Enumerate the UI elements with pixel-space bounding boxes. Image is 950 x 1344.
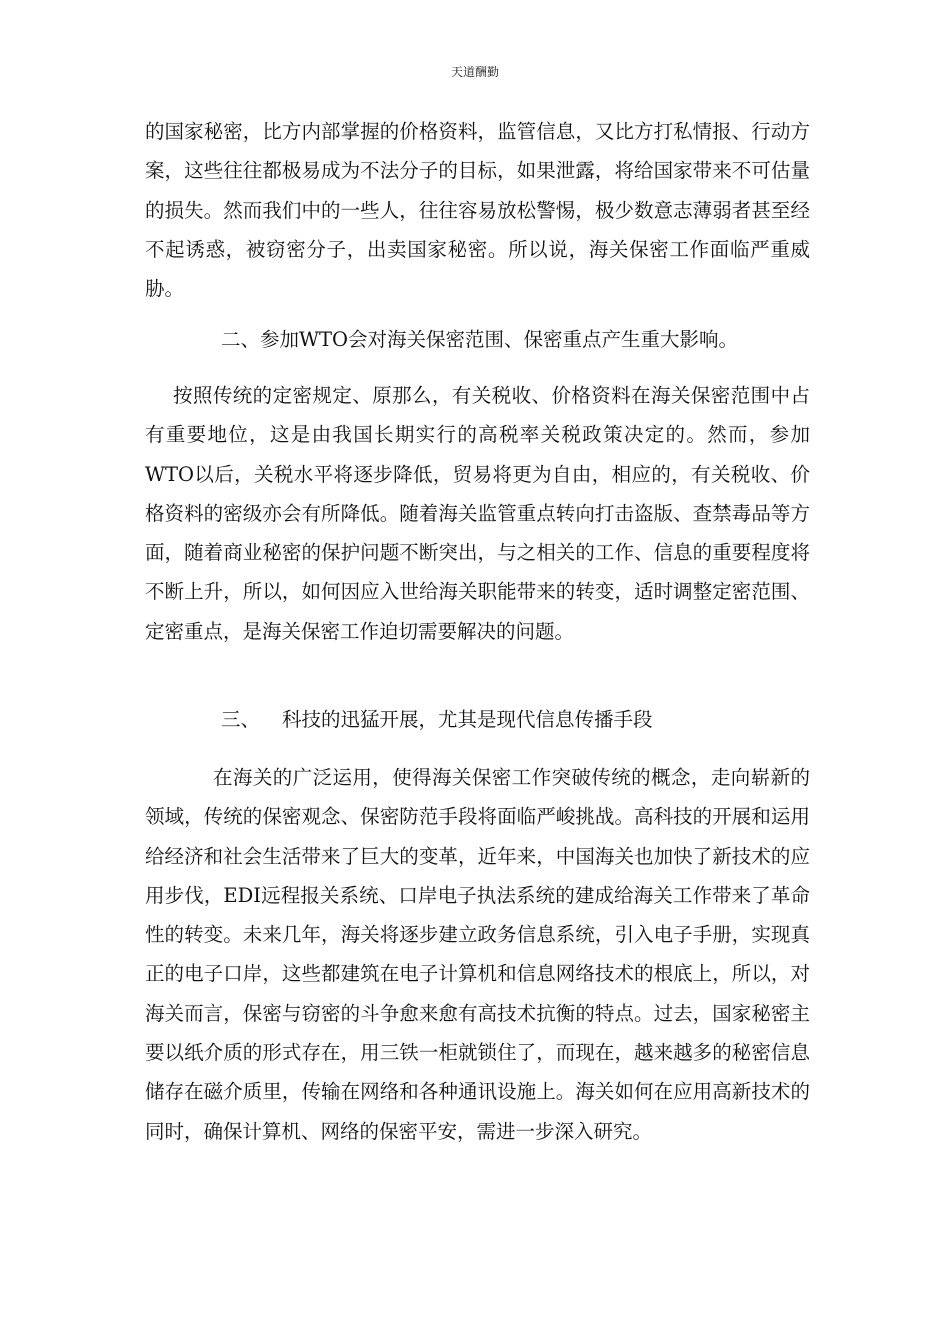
section-heading-3-number: 三、	[221, 708, 261, 731]
paragraph-1: 的国家秘密，比方内部掌握的价格资料，监管信息，又比方打私情报、行动方案，这些往往都极易成为不法分子的目标，如果泄露，将给国家带来不可估量的损失。然而我们中的一些人，往往容易放松警惕，极少数意志薄弱者甚至经不起诱惑，被窃密分子，出卖国家秘密。所以说，海关保密工作面临严重威胁。	[145, 120, 810, 301]
paragraph-3: 在海关的广泛运用，使得海关保密工作突破传统的概念，走向崭新的领域，传统的保密观念、保密防范手段将面临严峻挑战。高科技的开展和运用给经济和社会生活带来了巨大的变革，近年来，中国海关也加快了新技术的应用步伐，EDI远程报关系统、口岸电子执法系统的建成给海关工作带来了革命性的转变。未来几年，海关将逐步建立政务信息系统，引入电子手册，实现真正的电子口岸，这些都建筑在电子计算机和信息网络技术的根底上，所以，对海关而言，保密与窃密的斗争愈来愈有高技术抗衡的特点。过去，国家秘密主要以纸介质的形式存在，用三铁一柜就锁住了，而现在，越来越多的秘密信息储存在磁介质里，传输在网络和各种通讯设施上。海关如何在应用高新技术的同时，确保计算机、网络的保密平安，需进一步深入研究。	[145, 766, 810, 1143]
page-header: 天道酬勤	[450, 65, 499, 79]
paragraph-2: 按照传统的定密规定、原那么，有关税收、价格资料在海关保密范围中占有重要地位，这是由我国长期实行的高税率关税政策决定的。然而，参加WTO以后，关税水平将逐步降低，贸易将更为自由，相应的，有关税收、价格资料的密级亦会有所降低。随着海关监管重点转向打击盗版、查禁毒品等方面，随着商业秘密的保护问题不断突出，与之相关的工作、信息的重要程度将不断上升，所以，如何因应入世给海关职能带来的转变，适时调整定密范围、定密重点，是海关保密工作迫切需要解决的问题。	[145, 384, 810, 643]
section-heading-3	[221, 700, 821, 739]
section-heading-2: 二、参加WTO会对海关保密范围、保密重点产生重大影响。	[221, 328, 739, 351]
section-heading-3-text: 科技的迅猛开展，尤其是现代信息传播手段	[282, 708, 653, 731]
